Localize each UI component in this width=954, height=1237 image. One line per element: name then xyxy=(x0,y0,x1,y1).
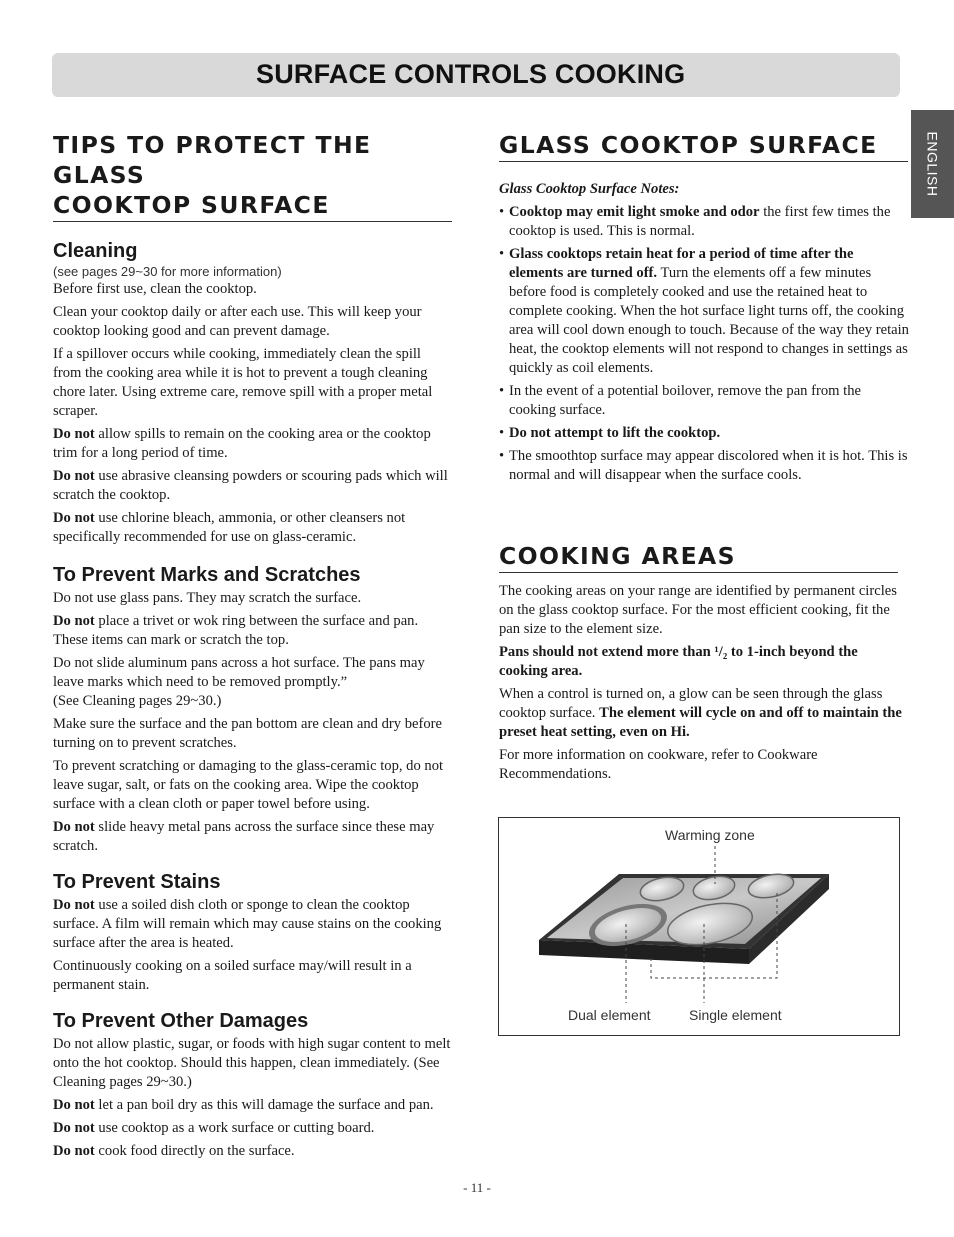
marks-heading: To Prevent Marks and Scratches xyxy=(53,564,361,586)
section-title-cooking-areas: COOKING AREAS xyxy=(499,541,898,573)
left-column xyxy=(53,130,452,1165)
list-item xyxy=(499,424,909,443)
cooktop-illustration xyxy=(499,818,899,1035)
language-tab[interactable] xyxy=(911,110,954,218)
right-column xyxy=(499,130,909,788)
other-heading: To Prevent Other Damages xyxy=(53,1010,309,1032)
do-not-label: Do not xyxy=(53,819,95,835)
other-p1: Do not allow plastic, sugar, or foods with high sugar content to melt onto the hot cooktop. Should this happen, clean immediately. (See Cleaning pages 29~30.) xyxy=(53,1036,451,1090)
cleaning-p5-text: use abrasive cleansing powders or scouring pads which will scratch the cooktop. xyxy=(53,468,448,503)
do-not-label: Do not xyxy=(53,510,95,526)
do-not-label: Do not xyxy=(53,1143,95,1159)
list-item xyxy=(499,382,909,420)
page-title: SURFACE CONTROLS COOKING xyxy=(256,59,686,89)
areas-p3-bold: The element will cycle on and off to maintain the preset heat setting, even on Hi. xyxy=(499,705,902,740)
marks-p2-text: place a trivet or wok ring between the surface and pan. These items can mark or scratch the top. xyxy=(53,613,419,648)
marks-p1: Do not use glass pans. They may scratch the surface. xyxy=(53,590,362,606)
stains-p2: Continuously cooking on a soiled surface may/will result in a permanent stain. xyxy=(53,958,412,993)
cleaning-p4-text: allow spills to remain on the cooking area or the cooktop trim for a long period of time. xyxy=(53,426,431,461)
do-not-label: Do not xyxy=(53,426,95,442)
marks-p6-text: slide heavy metal pans across the surface since these may scratch. xyxy=(53,819,435,854)
areas-p1: The cooking areas on your range are identified by permanent circles on the glass cooktop surface. For the most efficient cooking, fit the pan size to the element size. xyxy=(499,583,897,637)
areas-p3-text: When a control is turned on, a glow can be seen through the glass cooktop surface. xyxy=(499,686,883,721)
marks-p3-text: Do not slide aluminum pans across a hot surface. The pans may leave marks which need to be removed promptly.” xyxy=(53,655,425,690)
do-not-label: Do not xyxy=(53,1097,95,1113)
list-item xyxy=(499,203,909,241)
bullet-bold-text: Cooktop may emit light smoke and odor xyxy=(509,204,760,220)
marks-p3 xyxy=(53,654,452,711)
stains-heading: To Prevent Stains xyxy=(53,871,221,893)
areas-p2 xyxy=(499,643,909,681)
cleaning-p6 xyxy=(53,509,452,547)
marks-p6 xyxy=(53,818,452,856)
stains-p1-text: use a soiled dish cloth or sponge to clean the cooktop surface. A film will remain which may cause stains on the cooking surface after the area is heated. xyxy=(53,897,442,951)
list-item xyxy=(499,245,909,378)
cleaning-heading: Cleaning xyxy=(53,240,138,262)
do-not-label: Do not xyxy=(53,613,95,629)
bullet-text: Turn the elements off a few minutes before food is completely cooked and use the retained heat to complete cooking. When the hot surface light turns off, the cooking area will cool down enough to touch. Because of the way they retain heat, the cooktop elements will not respond to changes in settings as quickly as coil elements. xyxy=(509,265,909,376)
single-element-label: Single element xyxy=(689,1007,782,1023)
warming-zone-label: Warming zone xyxy=(665,827,755,843)
cleaning-p2: Clean your cooktop daily or after each use. This will keep your cooktop looking good and can prevent damage. xyxy=(53,304,422,339)
cleaning-p5 xyxy=(53,467,452,505)
bullet-bold-text: Do not attempt to lift the cooktop. xyxy=(509,425,721,441)
page-number: - 11 - xyxy=(463,1180,491,1195)
other-p3 xyxy=(53,1119,452,1138)
section-title-tips-line2: COOKTOP SURFACE xyxy=(53,191,330,219)
dual-element-label: Dual element xyxy=(568,1007,651,1023)
marks-p4: Make sure the surface and the pan bottom are clean and dry before turning on to prevent scratches. xyxy=(53,716,442,751)
cleaning-p3: If a spillover occurs while cooking, immediately clean the spill from the cooking area while it is hot to prevent a tough cleaning chore later. Using extreme care, remove spill with a proper metal scraper. xyxy=(53,346,433,419)
page-banner xyxy=(52,53,900,97)
other-p2 xyxy=(53,1096,452,1115)
glass-notes-heading: Glass Cooktop Surface Notes: xyxy=(499,181,680,197)
bullet-text: In the event of a potential boilover, remove the pan from the cooking surface. xyxy=(509,383,861,418)
bullet-bold-text: Glass cooktops retain heat for a period of time after the elements are turned off. xyxy=(509,246,854,281)
list-item xyxy=(499,447,909,485)
language-tab-label: ENGLISH xyxy=(924,131,941,197)
cleaning-p6-text: use chlorine bleach, ammonia, or other cleansers not specifically recommended for use on glass-ceramic. xyxy=(53,510,406,545)
section-title-glass: GLASS COOKTOP SURFACE xyxy=(499,130,908,162)
section-title-tips-line1: TIPS TO PROTECT THE GLASS xyxy=(53,131,372,189)
cleaning-note: (see pages 29~30 for more information) xyxy=(53,264,282,279)
areas-p3 xyxy=(499,685,909,742)
cleaning-p1: Before first use, clean the cooktop. xyxy=(53,281,257,297)
do-not-label: Do not xyxy=(53,897,95,913)
section-title-tips xyxy=(53,130,452,222)
bullet-text: The smoothtop surface may appear discolored when it is hot. This is normal and will disappear when the surface cools. xyxy=(509,448,908,483)
do-not-label: Do not xyxy=(53,1120,95,1136)
other-p4-text: cook food directly on the surface. xyxy=(94,1143,295,1159)
cooktop-diagram xyxy=(498,817,900,1036)
other-p3-text: use cooktop as a work surface or cutting board. xyxy=(94,1120,375,1136)
cleaning-p4 xyxy=(53,425,452,463)
marks-p2 xyxy=(53,612,452,650)
do-not-label: Do not xyxy=(53,468,95,484)
other-p4 xyxy=(53,1142,452,1161)
other-p2-text: let a pan boil dry as this will damage the surface and pan. xyxy=(94,1097,434,1113)
marks-p5: To prevent scratching or damaging to the glass-ceramic top, do not leave sugar, salt, or fats on the cooking area. Wipe the cooktop surface with a clean cloth or paper towel before using. xyxy=(53,758,444,812)
areas-p4: For more information on cookware, refer to Cookware Recommendations. xyxy=(499,747,818,782)
bullet-text: the first few times the cooktop is used. This is normal. xyxy=(509,204,891,239)
areas-p2-bold: Pans should not extend more than ¹/₂ to 1-inch beyond the cooking area. xyxy=(499,644,858,679)
marks-p3-ref: (See Cleaning pages 29~30.) xyxy=(53,693,222,709)
stains-p1 xyxy=(53,896,452,953)
glass-notes-list xyxy=(499,203,909,485)
